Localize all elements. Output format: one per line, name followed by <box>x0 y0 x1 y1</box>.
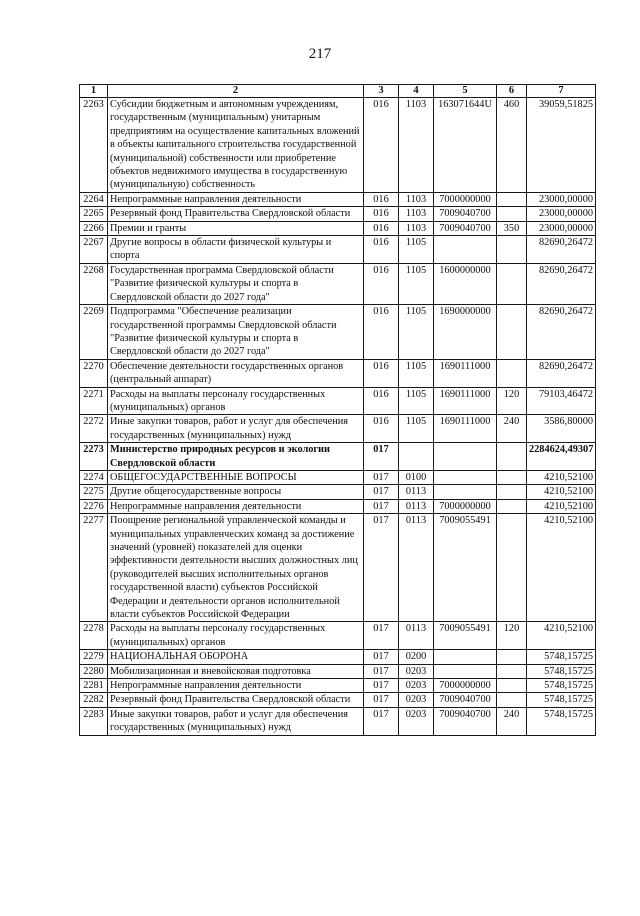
ministry-code-cell: 017 <box>364 499 399 513</box>
expense-type-cell <box>497 514 527 622</box>
expense-type-cell <box>497 236 527 264</box>
expense-type-cell <box>497 650 527 664</box>
row-number-cell: 2265 <box>80 207 108 221</box>
section-code-cell: 0203 <box>399 707 434 735</box>
target-article-cell: 7009040700 <box>434 707 497 735</box>
section-code-cell: 0203 <box>399 664 434 678</box>
row-name-cell: Поощрение региональной управленческой команды и муниципальных управленческих команд за достижение значений (уровней) показателей для оценки эффективности деятельности высших должностных лиц (руководителей высших исполнительных органов государственной власти) субъектов Российской Федерации и деятельности органов исполнительной власти субъектов Российской Федерации <box>108 514 364 622</box>
amount-cell: 4210,52100 <box>527 622 596 650</box>
target-article-cell: 7009055491 <box>434 514 497 622</box>
amount-cell: 23000,00000 <box>527 207 596 221</box>
target-article-cell: 7009040700 <box>434 221 497 235</box>
row-name-cell: Подпрограмма "Обеспечение реализации государственной программы Свердловской области "Развитие физической культуры и спорта в Свердловской области до 2027 года" <box>108 305 364 360</box>
ministry-code-cell: 016 <box>364 236 399 264</box>
column-header: 4 <box>399 85 434 98</box>
expense-type-cell <box>497 359 527 387</box>
section-code-cell: 0113 <box>399 485 434 499</box>
column-header: 2 <box>108 85 364 98</box>
ministry-code-cell: 016 <box>364 263 399 304</box>
amount-cell: 4210,52100 <box>527 485 596 499</box>
row-name-cell: Расходы на выплаты персоналу государственных (муниципальных) органов <box>108 622 364 650</box>
row-name-cell: Обеспечение деятельности государственных органов (центральный аппарат) <box>108 359 364 387</box>
expense-type-cell: 120 <box>497 622 527 650</box>
ministry-code-cell: 017 <box>364 650 399 664</box>
amount-cell: 82690,26472 <box>527 305 596 360</box>
target-article-cell: 7009040700 <box>434 207 497 221</box>
target-article-cell: 7009055491 <box>434 622 497 650</box>
ministry-code-cell: 016 <box>364 207 399 221</box>
table-row <box>80 263 596 304</box>
section-code-cell: 1103 <box>399 207 434 221</box>
target-article-cell: 7000000000 <box>434 499 497 513</box>
section-code-cell <box>399 443 434 471</box>
ministry-code-cell: 016 <box>364 359 399 387</box>
section-code-cell: 1105 <box>399 236 434 264</box>
target-article-cell <box>434 650 497 664</box>
amount-cell: 5748,15725 <box>527 664 596 678</box>
table-row <box>80 415 596 443</box>
table-row <box>80 679 596 693</box>
table-row <box>80 485 596 499</box>
section-code-cell: 1103 <box>399 98 434 193</box>
target-article-cell <box>434 664 497 678</box>
section-code-cell: 1105 <box>399 387 434 415</box>
row-number-cell: 2279 <box>80 650 108 664</box>
table-row <box>80 707 596 735</box>
row-name-cell: Иные закупки товаров, работ и услуг для обеспечения государственных (муниципальных) нужд <box>108 707 364 735</box>
row-number-cell: 2264 <box>80 192 108 206</box>
ministry-code-cell: 017 <box>364 485 399 499</box>
amount-cell: 2284624,49307 <box>527 443 596 471</box>
ministry-code-cell: 017 <box>364 693 399 707</box>
row-number-cell: 2276 <box>80 499 108 513</box>
amount-cell: 5748,15725 <box>527 679 596 693</box>
row-number-cell: 2269 <box>80 305 108 360</box>
target-article-cell: 7009040700 <box>434 693 497 707</box>
table-row <box>80 305 596 360</box>
ministry-code-cell: 016 <box>364 415 399 443</box>
ministry-code-cell: 016 <box>364 221 399 235</box>
amount-cell: 23000,00000 <box>527 221 596 235</box>
expense-type-cell <box>497 485 527 499</box>
row-number-cell: 2278 <box>80 622 108 650</box>
expense-type-cell: 240 <box>497 415 527 443</box>
page-number: 217 <box>308 46 332 62</box>
table-row <box>80 622 596 650</box>
table-row <box>80 499 596 513</box>
ministry-code-cell: 016 <box>364 192 399 206</box>
target-article-cell: 1690111000 <box>434 387 497 415</box>
row-number-cell: 2275 <box>80 485 108 499</box>
row-name-cell: Субсидии бюджетным и автономным учреждениям, государственным (муниципальным) унитарным предприятиям на осуществление капитальных вложений в объекты капитального строительства государственной (муниципальной) собственности или приобретение объектов недвижимого имущества в государственную (муниципальную) собственность <box>108 98 364 193</box>
target-article-cell <box>434 485 497 499</box>
section-code-cell: 1105 <box>399 359 434 387</box>
amount-cell: 5748,15725 <box>527 707 596 735</box>
section-code-cell: 1103 <box>399 192 434 206</box>
row-name-cell: Расходы на выплаты персоналу государственных (муниципальных) органов <box>108 387 364 415</box>
column-header: 5 <box>434 85 497 98</box>
amount-cell: 4210,52100 <box>527 499 596 513</box>
target-article-cell: 1690000000 <box>434 305 497 360</box>
row-name-cell: НАЦИОНАЛЬНАЯ ОБОРОНА <box>108 650 364 664</box>
row-number-cell: 2263 <box>80 98 108 193</box>
table-row <box>80 650 596 664</box>
amount-cell: 23000,00000 <box>527 192 596 206</box>
table-row <box>80 443 596 471</box>
row-number-cell: 2281 <box>80 679 108 693</box>
row-name-cell: ОБЩЕГОСУДАРСТВЕННЫЕ ВОПРОСЫ <box>108 470 364 484</box>
column-header: 6 <box>497 85 527 98</box>
row-number-cell: 2282 <box>80 693 108 707</box>
expense-type-cell <box>497 305 527 360</box>
row-name-cell: Другие вопросы в области физической культуры и спорта <box>108 236 364 264</box>
column-header: 7 <box>527 85 596 98</box>
amount-cell: 39059,51825 <box>527 98 596 193</box>
expense-type-cell <box>497 679 527 693</box>
ministry-code-cell: 016 <box>364 98 399 193</box>
target-article-cell <box>434 470 497 484</box>
ministry-code-cell: 017 <box>364 514 399 622</box>
ministry-code-cell: 017 <box>364 679 399 693</box>
row-number-cell: 2283 <box>80 707 108 735</box>
row-name-cell: Непрограммные направления деятельности <box>108 679 364 693</box>
ministry-code-cell: 017 <box>364 622 399 650</box>
row-number-cell: 2273 <box>80 443 108 471</box>
row-name-cell: Другие общегосударственные вопросы <box>108 485 364 499</box>
table-row <box>80 221 596 235</box>
section-code-cell: 0200 <box>399 650 434 664</box>
row-name-cell: Министерство природных ресурсов и экологии Свердловской области <box>108 443 364 471</box>
section-code-cell: 0113 <box>399 514 434 622</box>
expense-type-cell <box>497 470 527 484</box>
row-name-cell: Непрограммные направления деятельности <box>108 499 364 513</box>
row-number-cell: 2272 <box>80 415 108 443</box>
section-code-cell: 1103 <box>399 221 434 235</box>
row-name-cell: Государственная программа Свердловской области "Развитие физической культуры и спорта в Свердловской области до 2027 года" <box>108 263 364 304</box>
section-code-cell: 0113 <box>399 499 434 513</box>
row-number-cell: 2274 <box>80 470 108 484</box>
table-header-row <box>80 85 596 98</box>
expense-type-cell: 460 <box>497 98 527 193</box>
row-number-cell: 2277 <box>80 514 108 622</box>
section-code-cell: 1105 <box>399 263 434 304</box>
table-row <box>80 98 596 193</box>
expense-type-cell <box>497 664 527 678</box>
amount-cell: 82690,26472 <box>527 236 596 264</box>
row-name-cell: Резервный фонд Правительства Свердловской области <box>108 207 364 221</box>
section-code-cell: 0203 <box>399 693 434 707</box>
expense-type-cell: 120 <box>497 387 527 415</box>
row-number-cell: 2270 <box>80 359 108 387</box>
expense-type-cell <box>497 192 527 206</box>
row-name-cell: Иные закупки товаров, работ и услуг для обеспечения государственных (муниципальных) нужд <box>108 415 364 443</box>
target-article-cell: 7000000000 <box>434 192 497 206</box>
ministry-code-cell: 016 <box>364 305 399 360</box>
section-code-cell: 1105 <box>399 305 434 360</box>
table-row <box>80 387 596 415</box>
target-article-cell: 7000000000 <box>434 679 497 693</box>
section-code-cell: 0113 <box>399 622 434 650</box>
ministry-code-cell: 017 <box>364 443 399 471</box>
row-name-cell: Мобилизационная и вневойсковая подготовка <box>108 664 364 678</box>
table-row <box>80 207 596 221</box>
row-number-cell: 2280 <box>80 664 108 678</box>
amount-cell: 79103,46472 <box>527 387 596 415</box>
table-row <box>80 236 596 264</box>
table-row <box>80 693 596 707</box>
row-number-cell: 2271 <box>80 387 108 415</box>
expense-type-cell: 350 <box>497 221 527 235</box>
target-article-cell <box>434 443 497 471</box>
amount-cell: 4210,52100 <box>527 470 596 484</box>
ministry-code-cell: 016 <box>364 387 399 415</box>
row-name-cell: Резервный фонд Правительства Свердловской области <box>108 693 364 707</box>
table-row <box>80 514 596 622</box>
target-article-cell: 1600000000 <box>434 263 497 304</box>
amount-cell: 4210,52100 <box>527 514 596 622</box>
section-code-cell: 1105 <box>399 415 434 443</box>
budget-table <box>79 84 596 736</box>
table-row <box>80 359 596 387</box>
table-row <box>80 470 596 484</box>
ministry-code-cell: 017 <box>364 664 399 678</box>
expense-type-cell <box>497 207 527 221</box>
section-code-cell: 0203 <box>399 679 434 693</box>
table-row <box>80 664 596 678</box>
ministry-code-cell: 017 <box>364 470 399 484</box>
target-article-cell: 163071644U <box>434 98 497 193</box>
expense-type-cell <box>497 443 527 471</box>
expense-type-cell <box>497 499 527 513</box>
row-number-cell: 2268 <box>80 263 108 304</box>
table-row <box>80 192 596 206</box>
row-name-cell: Непрограммные направления деятельности <box>108 192 364 206</box>
column-header: 3 <box>364 85 399 98</box>
column-header: 1 <box>80 85 108 98</box>
section-code-cell: 0100 <box>399 470 434 484</box>
amount-cell: 3586,80000 <box>527 415 596 443</box>
row-number-cell: 2267 <box>80 236 108 264</box>
row-name-cell: Премии и гранты <box>108 221 364 235</box>
target-article-cell: 1690111000 <box>434 359 497 387</box>
row-number-cell: 2266 <box>80 221 108 235</box>
expense-type-cell <box>497 263 527 304</box>
target-article-cell <box>434 236 497 264</box>
amount-cell: 82690,26472 <box>527 359 596 387</box>
ministry-code-cell: 017 <box>364 707 399 735</box>
amount-cell: 5748,15725 <box>527 650 596 664</box>
amount-cell: 82690,26472 <box>527 263 596 304</box>
target-article-cell: 1690111000 <box>434 415 497 443</box>
amount-cell: 5748,15725 <box>527 693 596 707</box>
expense-type-cell: 240 <box>497 707 527 735</box>
expense-type-cell <box>497 693 527 707</box>
